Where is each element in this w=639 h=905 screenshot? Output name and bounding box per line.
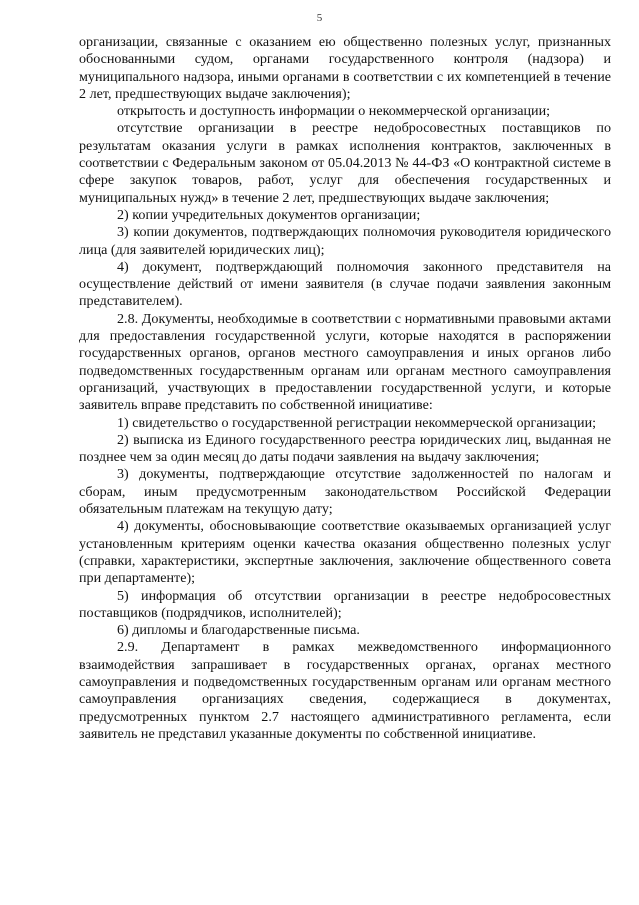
list-item-2: 2) копии учредительных документов организации; [117,206,421,223]
paragraph-registry-absence: отсутствие организации в реестре недобросовестных поставщиков по результатам оказания услуги в рамках исполнения контрактов, заключенных в соответствии с Федеральным законом от 05.04.2013 № 44-ФЗ «О контрактной системе в сфере закупок товаров, работ, услуг для обеспечения государственных и муниципальных нужд» в течение 2 лет, предшествующих выдаче заключения; [79,120,611,206]
list-item-2-8-2: 2) выписка из Единого государственного реестра юридических лиц, выданная не позднее чем за один месяц до даты подачи заявления на выдачу заключения; [79,431,611,466]
list-item-2-8-6: 6) дипломы и благодарственные письма. [117,622,360,639]
list-item-3: 3) копии документов, подтверждающих полномочия руководителя юридического лица (для заявителей юридических лиц); [79,224,611,258]
list-item-4: 4) документ, подтверждающий полномочия законного представителя на осуществление действий от имени заявителя (в случае подачи заявления законным представителем). [79,258,611,310]
list-item-2-8-1: 1) свидетельство о государственной регистрации некоммерческой организации; [117,414,597,431]
section-2-9: 2.9. Департамент в рамках межведомственного информационного взаимодействия запрашивает в государственных органах, органах местного самоуправления и подведомственных государственным органам или органам местного самоуправления организациях сведения, содержащиеся в документах, предусмотренных пунктом 2.7 настоящего административного регламента, если заявитель не представил указанные документы по собственной инициативе. [79,639,611,742]
list-item-2-8-3: 3) документы, подтверждающие отсутствие задолженностей по налогам и сборам, иным предусмотренным законодательством Российской Федерации обязательным платежам на текущую дату; [79,466,611,518]
document-body [79,34,611,743]
paragraph-continuation: организации, связанные с оказанием ею общественно полезных услуг, признанных обоснованными судом, органами государственного контроля (надзора) и муниципального надзора, иными органами в соответствии с их компетенцией в течение 2 лет, предшествующих выдаче заключения); [79,34,611,102]
paragraph-openness: открытость и доступность информации о некоммерческой организации; [117,103,551,120]
list-item-2-8-5: 5) информация об отсутствии организации в реестре недобросовестных поставщиков (подрядчиков, исполнителей); [79,587,611,621]
list-item-2-8-4: 4) документы, обосновывающие соответствие оказываемых организацией услуг установленным критериям оценки качества оказания общественно полезных услуг (справки, характеристики, экспертные заключения, заключение общественного совета при департаменте); [79,518,611,587]
section-2-8: 2.8. Документы, необходимые в соответствии с нормативными правовыми актами для предоставления государственной услуги, которые находятся в распоряжении государственных органов, органов местного самоуправления и иных органов либо подведомственных государственным органам или органам местного самоуправления организаций, участвующих в предоставлении государственной услуги, и которые заявитель вправе представить по собственной инициативе: [79,310,611,414]
page-number: 5 [316,12,323,24]
